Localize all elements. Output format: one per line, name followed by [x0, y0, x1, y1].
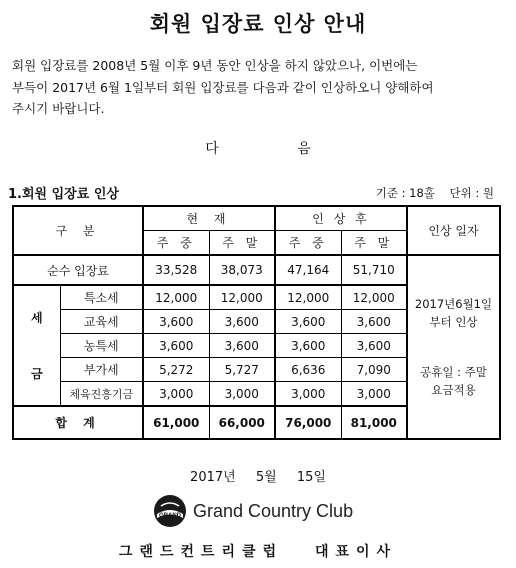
section-title: 1.회원 입장료 인상 [8, 187, 119, 202]
cell-value: 3,600 [341, 334, 407, 358]
cell-value: 3,600 [143, 334, 209, 358]
tax-name: 부가세 [60, 358, 143, 382]
intro-line: 주시기 바랍니다. [12, 101, 105, 116]
cell-value: 3,600 [143, 310, 209, 334]
cell-value: 3,000 [275, 382, 341, 407]
tax-name: 교육세 [60, 310, 143, 334]
page-title: 회원 입장료 인상 안내 [149, 11, 367, 36]
header-weekend: 주 말 [209, 231, 275, 256]
header-weekday: 주 중 [275, 231, 341, 256]
da-eum-heading [0, 138, 516, 158]
holiday-note: 공휴일 : 주말 [420, 365, 487, 379]
cell-value: 61,000 [143, 406, 209, 439]
signature-line [0, 541, 516, 561]
cell-value: 5,272 [143, 358, 209, 382]
cell-value: 12,000 [143, 285, 209, 310]
intro-paragraph [12, 55, 508, 120]
cell-value: 81,000 [341, 406, 407, 439]
cell-value: 3,600 [275, 310, 341, 334]
cell-value: 12,000 [209, 285, 275, 310]
tax-label-cell [13, 285, 60, 406]
date-month: 5월 [255, 470, 277, 485]
cell-value: 3,000 [341, 382, 407, 407]
cell-value: 3,600 [275, 334, 341, 358]
club-logo-text: Grand Country Club [193, 500, 354, 521]
eum-text: 음 [297, 141, 311, 157]
date-day: 15일 [296, 470, 326, 485]
intro-line: 회원 입장료를 2008년 5월 이후 9년 동안 인상을 하지 않았으나, 이번에는 [12, 58, 418, 73]
date-year: 2017년 [190, 470, 236, 485]
logo-badge-text: GRAND [159, 513, 181, 519]
total-label: 합 계 [13, 406, 143, 439]
cell-value: 7,090 [341, 358, 407, 382]
cell-value: 12,000 [341, 285, 407, 310]
header-date: 인상 일자 [407, 206, 500, 255]
company-name: 그랜드컨트리클럽 [118, 544, 284, 560]
criteria-note: 기준 : 18홀 단위 : 원 [375, 186, 494, 200]
signer-role: 대표이사 [314, 544, 398, 560]
da-text: 다 [205, 141, 219, 157]
table-row-net [13, 255, 500, 285]
cell-value: 76,000 [275, 406, 341, 439]
tax-label: 금 [30, 366, 43, 381]
cell-value: 3,600 [209, 310, 275, 334]
cell-value: 3,000 [209, 382, 275, 407]
holiday-note: 요금적용 [431, 383, 476, 397]
date-note: 부터 인상 [429, 315, 478, 329]
header-current: 현 재 [143, 206, 275, 231]
cell-value: 3,600 [341, 310, 407, 334]
date-note: 2017년6월1일 [414, 297, 493, 311]
cell-value: 12,000 [275, 285, 341, 310]
cell-value: 5,727 [209, 358, 275, 382]
cell-value: 3,600 [209, 334, 275, 358]
tax-name: 특소세 [60, 285, 143, 310]
header-weekday: 주 중 [143, 231, 209, 256]
fee-table [12, 205, 501, 440]
cell-value: 6,636 [275, 358, 341, 382]
date-notes-cell [407, 255, 500, 439]
table-header-row [13, 206, 500, 231]
header-weekend: 주 말 [341, 231, 407, 256]
tax-name: 농특세 [60, 334, 143, 358]
header-after: 인 상 후 [275, 206, 407, 231]
cell-value: 33,528 [143, 255, 209, 285]
cell-value: 66,000 [209, 406, 275, 439]
intro-line: 부득이 2017년 6월 1일부터 회원 입장료를 다음과 같이 인상하오니 양해하여 [12, 79, 434, 95]
golf-ball-emblem-icon [153, 494, 187, 528]
cell-value: 3,000 [143, 382, 209, 407]
cell-value: 47,164 [275, 255, 341, 285]
net-label: 순수 입장료 [13, 255, 143, 285]
header-category: 구 분 [13, 206, 143, 255]
club-logo [153, 494, 353, 528]
tax-label: 세 [30, 310, 43, 325]
notice-date [0, 466, 516, 485]
cell-value: 51,710 [341, 255, 407, 285]
cell-value: 38,073 [209, 255, 275, 285]
tax-name: 체육진흥기금 [60, 382, 143, 407]
